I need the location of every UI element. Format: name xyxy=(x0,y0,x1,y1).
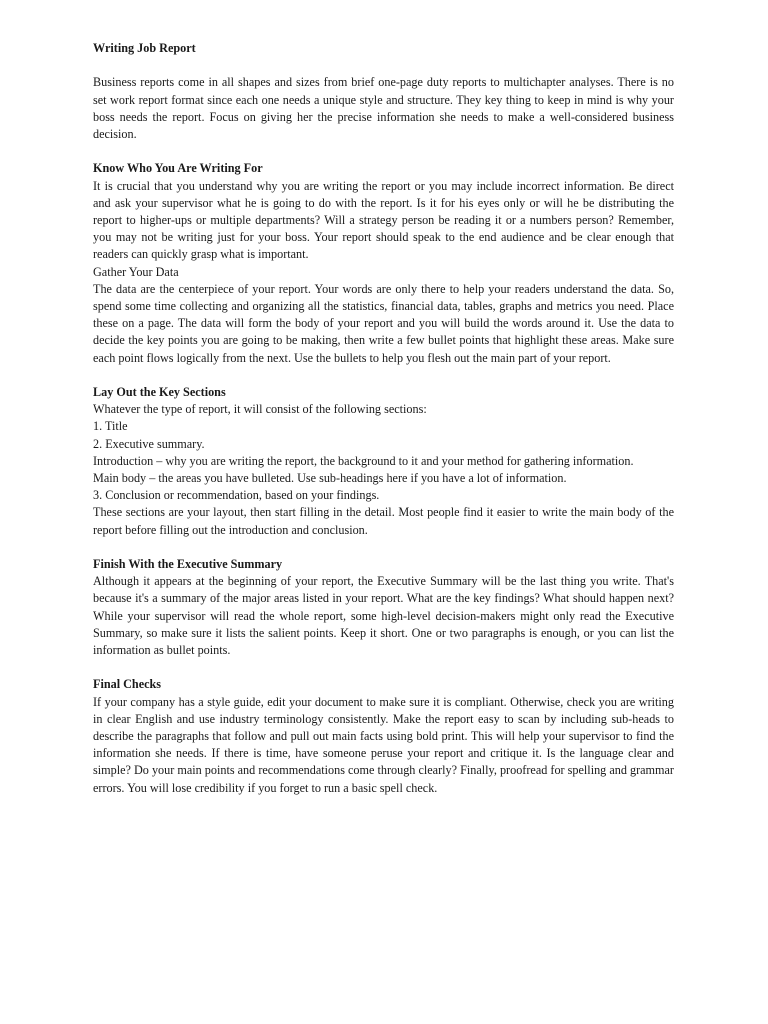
spacer xyxy=(93,367,674,384)
section-body-audience: It is crucial that you understand why you are writing the report or you may include incorrect information. Be direct and ask your supervisor what he is going to do with the report. Is it for his eyes only or will he be distributing the report to higher-ups or multiple departments? Will a strategy person be reading it or a numbers person? Remember, you may not be writing just for your boss. Your report should speak to the end audience and be clear enough that readers can quickly grasp what is important. xyxy=(93,178,674,262)
spacer xyxy=(93,57,674,74)
section-body-data: The data are the centerpiece of your report. Your words are only there to help your readers understand the data. So, spend some time collecting and organizing all the statistics, financial data, tables, graphs and metrics you need. Place these on a page. The data will form the body of your report and you will build the words around it. Use the data to decide the key points you are going to be making, then write a few bullet points that highlight these areas. Make sure each point flows logically from the next. Use the bullets to help you flesh out the main part of your report. xyxy=(93,281,674,365)
section-heading-checks: Final Checks xyxy=(93,677,162,692)
section-heading-summary: Finish With the Executive Summary xyxy=(93,557,283,572)
sections-line: Main body – the areas you have bulleted. Use sub-headings here if you have a lot of information. xyxy=(93,471,567,486)
spacer xyxy=(93,539,674,556)
spacer xyxy=(93,659,674,676)
intro-paragraph: Business reports come in all shapes and sizes from brief one-page duty reports to multichapter analyses. There is no set work report format since each one needs a unique style and structure. They key thing to keep in mind is why your boss needs the report. Focus on giving her the precise information she needs to make a well-considered business decision. xyxy=(93,75,674,141)
document-title: Writing Job Report xyxy=(93,41,196,55)
section-body-checks: If your company has a style guide, edit your document to make sure it is compliant. Otherwise, check you are writing in clear English and use industry terminology consistently. Make the report easy to scan by including sub-heads to describe the paragraphs that follow and pull out main facts using bold print. This will help your supervisor to find the information she needs. If there is time, have someone peruse your report and critique it. Is the language clear and simple? Do your main points and recommendations come through clearly? Finally, proofread for spelling and grammar errors. You will lose credibility if you forget to run a basic spell check. xyxy=(93,694,674,795)
sections-line: Whatever the type of report, it will consist of the following sections: xyxy=(93,402,427,417)
section-body-summary: Although it appears at the beginning of your report, the Executive Summary will be the last thing you write. That's because it's a summary of the major areas listed in your report. What are the key findings? What should happen next? While your supervisor will read the whole report, some high-level decision-makers might only read the Executive Summary, so make sure it lists the salient points. Keep it short. One or two paragraphs is enough, or you can list the information as bullet points. xyxy=(93,574,674,658)
sections-line: 3. Conclusion or recommendation, based on your findings. xyxy=(93,488,380,503)
section-heading-audience: Know Who You Are Writing For xyxy=(93,161,263,176)
sections-line: Introduction – why you are writing the report, the background to it and your method for gathering information. xyxy=(93,453,634,468)
sections-closing: These sections are your layout, then start filling in the detail. Most people find it easier to write the main body of the report before filling out the introduction and conclusion. xyxy=(93,505,674,537)
document-page xyxy=(93,40,674,797)
section-heading-sections: Lay Out the Key Sections xyxy=(93,385,226,400)
sections-line: 2. Executive summary. xyxy=(93,436,205,451)
section-heading-data: Gather Your Data xyxy=(93,264,179,279)
sections-line: 1. Title xyxy=(93,419,128,434)
spacer xyxy=(93,143,674,160)
